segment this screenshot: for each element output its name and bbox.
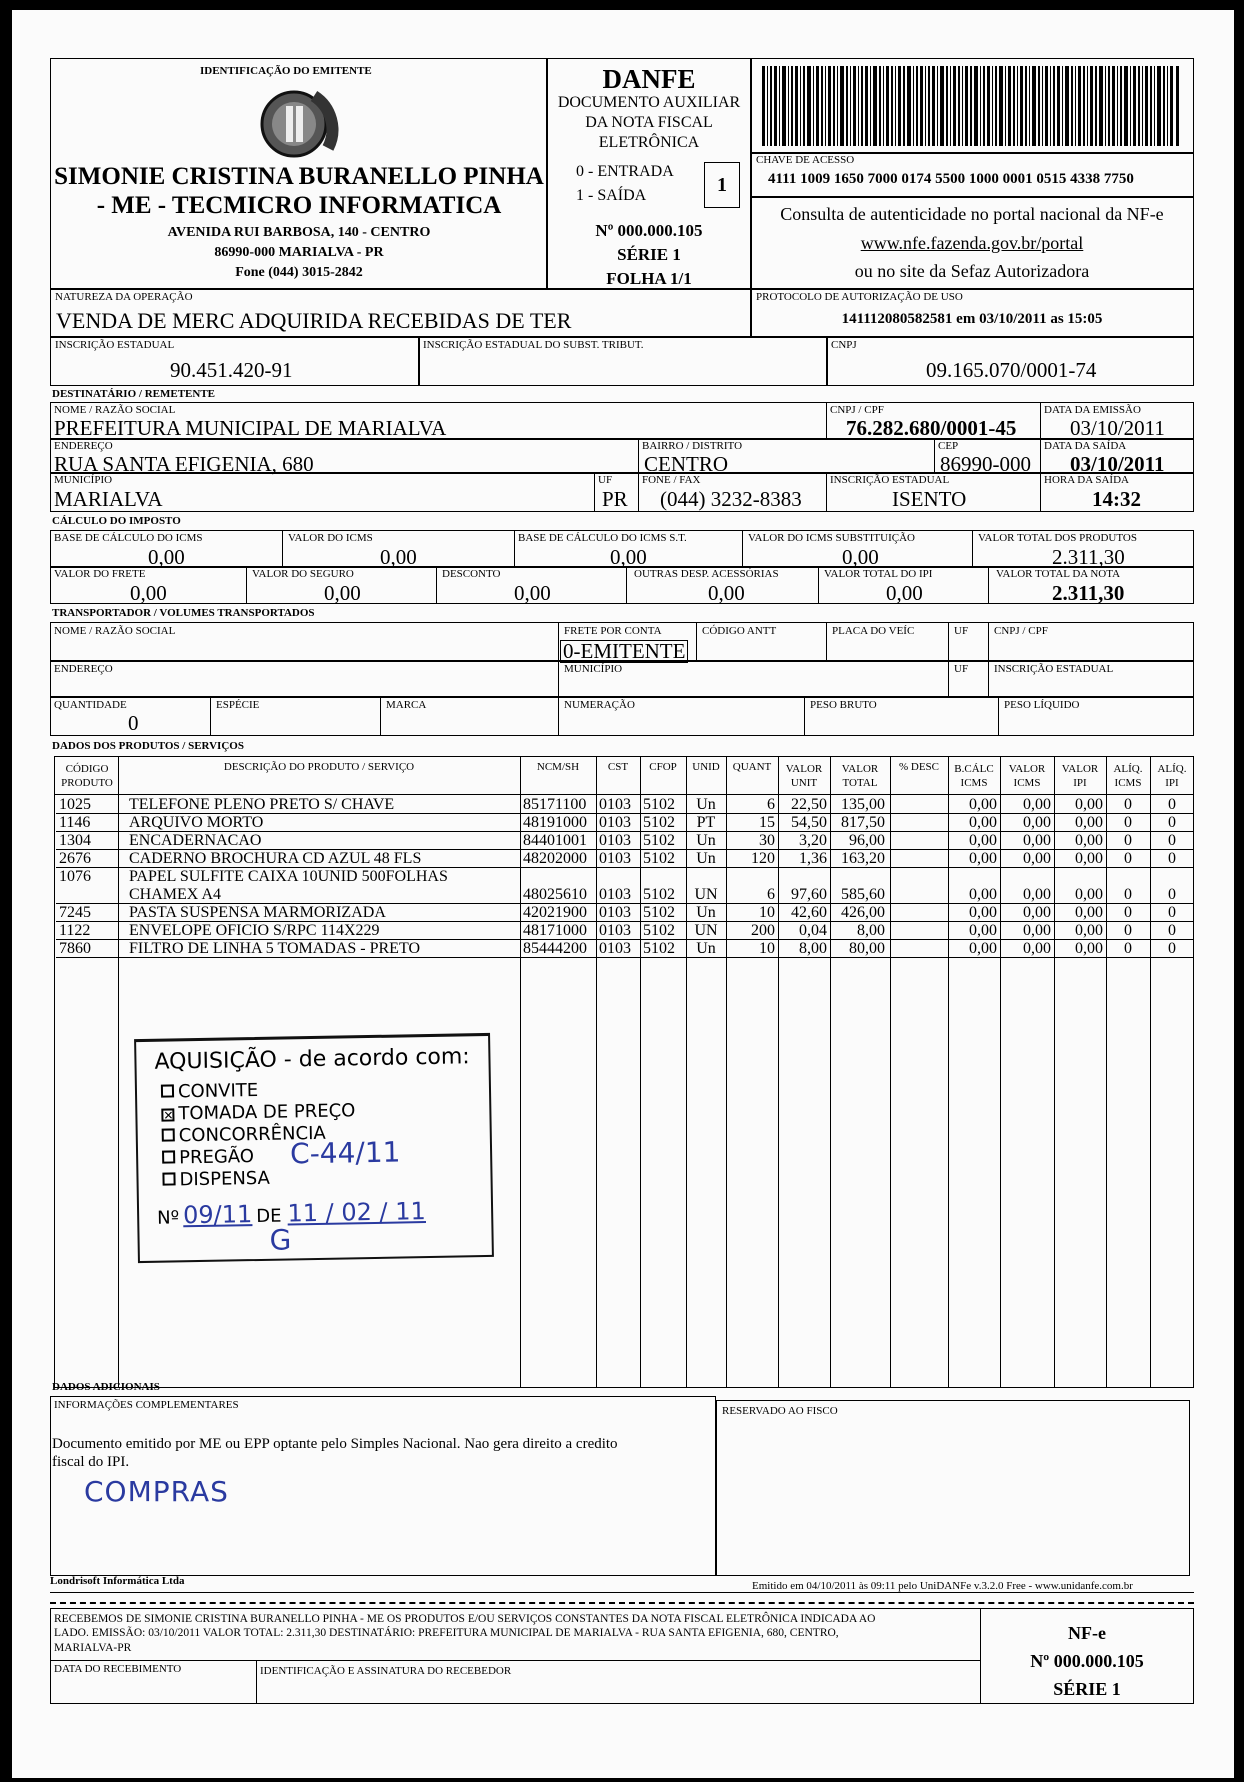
info-text-1: Documento emitido por ME ou EPP optante pelo Simples Nacional. Nao gera direito a credito: [52, 1436, 618, 1452]
col-vunit: VALOR UNIT: [785, 763, 823, 789]
frete-label: VALOR DO FRETE: [54, 568, 146, 580]
cell-4-4: 5102: [643, 886, 675, 903]
dest-cnpj-label: CNPJ / CPF: [830, 404, 884, 416]
cell-1-5: PT: [696, 814, 716, 831]
transp-frete: 0-EMITENTE: [560, 640, 688, 663]
footer-software: Londrisoft Informática Ltda: [50, 1575, 185, 1587]
transp-placa-label: PLACA DO VEÍC: [832, 625, 915, 637]
protocolo-label: PROTOCOLO DE AUTORIZAÇÃO DE USO: [756, 291, 963, 303]
cell-5-6: 10: [759, 904, 775, 921]
dest-emissao-label: DATA DA EMISSÃO: [1044, 404, 1141, 416]
cell-0-7: 22,50: [791, 796, 827, 813]
frete-value: 0,00: [130, 581, 167, 605]
cell-6-11: 0,00: [1023, 922, 1051, 939]
col-aipi: ALÍQ. IPI: [1157, 763, 1187, 789]
dest-endereco: RUA SANTA EFIGENIA, 680: [54, 452, 314, 476]
desconto-label: DESCONTO: [442, 568, 501, 580]
natureza-value: VENDA DE MERC ADQUIRIDA RECEBIDAS DE TER: [56, 308, 572, 333]
cell-2-7: 3,20: [799, 832, 827, 849]
v-prod-label: VALOR TOTAL DOS PRODUTOS: [978, 532, 1137, 544]
dest-endereco-label: ENDEREÇO: [54, 440, 113, 452]
cell-7-12: 0,00: [1075, 940, 1103, 957]
cnpj-value: 09.165.070/0001-74: [926, 358, 1097, 382]
cell-4-14: 0: [1168, 886, 1176, 903]
cell-7-4: 5102: [643, 940, 675, 957]
cell-4-desc2: CHAMEX A4: [129, 886, 222, 903]
dest-emissao: 03/10/2011: [1070, 416, 1165, 440]
dest-cep: 86990-000: [940, 452, 1031, 476]
cell-2-0: 1304: [59, 832, 91, 849]
transp-endereco-label: ENDEREÇO: [54, 663, 113, 675]
danfe-serie: SÉRIE 1: [617, 245, 681, 264]
col-descricao: DESCRIÇÃO DO PRODUTO / SERVIÇO: [223, 761, 415, 773]
dest-nome-label: NOME / RAZÃO SOCIAL: [54, 404, 176, 416]
danfe-subtitle-2: DA NOTA FISCAL: [585, 114, 713, 131]
col-vicms: VALOR ICMS: [1008, 763, 1046, 789]
cell-1-3: 0103: [599, 814, 631, 831]
dest-saida: 03/10/2011: [1070, 452, 1165, 476]
cell-2-10: 0,00: [969, 832, 997, 849]
nota-value: 2.311,30: [1052, 581, 1125, 605]
company-logo: [258, 88, 346, 164]
cell-2-3: 0103: [599, 832, 631, 849]
cell-2-4: 5102: [643, 832, 675, 849]
cell-5-8: 426,00: [841, 904, 885, 921]
cell-7-5: Un: [696, 940, 716, 957]
consulta-text-2: ou no site da Sefaz Autorizadora: [854, 261, 1090, 281]
cell-6-0: 1122: [59, 922, 91, 939]
canhoto-ident-label: IDENTIFICAÇÃO E ASSINATURA DO RECEBEDOR: [260, 1665, 512, 1677]
cell-0-14: 0: [1168, 796, 1176, 813]
dest-nome: PREFEITURA MUNICIPAL DE MARIALVA: [54, 416, 447, 440]
v-icms: 0,00: [380, 545, 417, 569]
dest-ie-label: INSCRIÇÃO ESTADUAL: [830, 474, 950, 486]
danfe-numero: Nº 000.000.105: [595, 221, 703, 240]
cell-0-11: 0,00: [1023, 796, 1051, 813]
cell-7-2: 85444200: [523, 940, 587, 957]
cell-3-10: 0,00: [969, 850, 997, 867]
seguro-value: 0,00: [324, 581, 361, 605]
stamp-opt-convite: CONVITE: [161, 1080, 259, 1103]
cell-5-4: 5102: [643, 904, 675, 921]
cell-0-0: 1025: [59, 796, 91, 813]
cell-4-5: UN: [694, 886, 718, 903]
cell-4-2: 48025610: [523, 886, 587, 903]
cell-0-10: 0,00: [969, 796, 997, 813]
cell-4-3: 0103: [599, 886, 631, 903]
cell-6-2: 48171000: [523, 922, 587, 939]
cell-5-1: PASTA SUSPENSA MARMORIZADA: [129, 904, 386, 921]
cell-1-12: 0,00: [1075, 814, 1103, 831]
dest-bairro-label: BAIRRO / DISTRITO: [642, 440, 743, 452]
canhoto-numero: Nº 000.000.105: [1030, 1651, 1144, 1671]
transp-antt-label: CÓDIGO ANTT: [702, 625, 777, 637]
cell-0-13: 0: [1124, 796, 1132, 813]
col-unid: UNID: [692, 761, 720, 773]
cell-1-0: 1146: [59, 814, 91, 831]
dest-fone-label: FONE / FAX: [642, 474, 701, 486]
produtos-section-label: DADOS DOS PRODUTOS / SERVIÇOS: [52, 740, 244, 752]
destinatario-section-label: DESTINATÁRIO / REMETENTE: [52, 388, 215, 400]
cell-4-6: 6: [767, 886, 775, 903]
cell-1-11: 0,00: [1023, 814, 1051, 831]
danfe-entrada: 0 - ENTRADA: [576, 163, 674, 180]
protocolo-value: 141112080582581 em 03/10/2011 as 15:05: [841, 311, 1103, 327]
cell-0-3: 0103: [599, 796, 631, 813]
col-vipi: VALOR IPI: [1061, 763, 1099, 789]
bc-st: 0,00: [610, 545, 647, 569]
imposto-section-label: CÁLCULO DO IMPOSTO: [52, 515, 181, 527]
fisco-box: [716, 1400, 1190, 1576]
cell-7-14: 0: [1168, 940, 1176, 957]
emitente-section-label: IDENTIFICAÇÃO DO EMITENTE: [200, 65, 372, 77]
bc-st-label: BASE DE CÁLCULO DO ICMS S.T.: [518, 532, 687, 544]
dest-fone: (044) 3232-8383: [660, 487, 802, 511]
cell-6-10: 0,00: [969, 922, 997, 939]
cell-7-7: 8,00: [799, 940, 827, 957]
col-desc: % DESC: [898, 761, 940, 773]
stamp-title: AQUISIÇÃO - de acordo com:: [154, 1044, 470, 1075]
dest-bairro: CENTRO: [644, 452, 728, 476]
access-key-barcode: [762, 66, 1182, 146]
cell-5-13: 0: [1124, 904, 1132, 921]
cell-7-0: 7860: [59, 940, 91, 957]
cell-2-14: 0: [1168, 832, 1176, 849]
canhoto-text-3: MARIALVA-PR: [54, 1642, 132, 1654]
cell-6-5: UN: [694, 922, 718, 939]
transporte-section-label: TRANSPORTADOR / VOLUMES TRANSPORTADOS: [52, 607, 315, 619]
ie-value: 90.451.420-91: [170, 358, 293, 382]
cell-2-12: 0,00: [1075, 832, 1103, 849]
cell-6-13: 0: [1124, 922, 1132, 939]
cell-1-10: 0,00: [969, 814, 997, 831]
cell-3-11: 0,00: [1023, 850, 1051, 867]
row-separator: [56, 957, 1194, 958]
outras-label: OUTRAS DESP. ACESSÓRIAS: [634, 568, 779, 580]
cell-7-13: 0: [1124, 940, 1132, 957]
transp-bruto-label: PESO BRUTO: [810, 699, 877, 711]
info-label: INFORMAÇÕES COMPLEMENTARES: [54, 1399, 239, 1411]
cell-4-8: 585,60: [841, 886, 885, 903]
chave-label: CHAVE DE ACESSO: [756, 154, 855, 166]
dest-uf-label: UF: [598, 474, 613, 486]
cell-1-8: 817,50: [841, 814, 885, 831]
cell-3-4: 5102: [643, 850, 675, 867]
cell-7-11: 0,00: [1023, 940, 1051, 957]
cell-1-4: 5102: [643, 814, 675, 831]
stamp-opt-pregao: PREGÃO: [162, 1146, 254, 1169]
cell-6-14: 0: [1168, 922, 1176, 939]
transp-municipio-label: MUNICÍPIO: [564, 663, 623, 675]
col-vtotal: VALOR TOTAL: [841, 763, 879, 789]
dest-saida-label: DATA DA SAÍDA: [1044, 440, 1127, 452]
cell-2-1: ENCADERNACAO: [129, 832, 262, 849]
cell-7-6: 10: [759, 940, 775, 957]
transp-frete-label: FRETE POR CONTA: [564, 625, 662, 637]
transp-cnpj-label: CNPJ / CPF: [994, 625, 1048, 637]
cell-1-14: 0: [1168, 814, 1176, 831]
col-cfop: CFOP: [649, 761, 677, 773]
cell-1-2: 48191000: [523, 814, 587, 831]
dest-municipio: MARIALVA: [54, 487, 163, 511]
ipi-label: VALOR TOTAL DO IPI: [824, 568, 933, 580]
cell-3-6: 120: [751, 850, 775, 867]
cell-3-14: 0: [1168, 850, 1176, 867]
cell-4-13: 0: [1124, 886, 1132, 903]
dest-hora-label: HORA DA SAÍDA: [1044, 474, 1129, 486]
cell-6-8: 8,00: [857, 922, 885, 939]
nota-label: VALOR TOTAL DA NOTA: [996, 568, 1121, 580]
bc-icms-label: BASE DE CÁLCULO DO ICMS: [54, 532, 203, 544]
cell-3-0: 2676: [59, 850, 91, 867]
transp-uf2-label: UF: [954, 663, 969, 675]
transp-qtd-label: QUANTIDADE: [54, 699, 127, 711]
outras-value: 0,00: [708, 581, 745, 605]
cell-6-12: 0,00: [1075, 922, 1103, 939]
cell-1-7: 54,50: [791, 814, 827, 831]
transp-nome-label: NOME / RAZÃO SOCIAL: [54, 625, 176, 637]
transp-numeracao-label: NUMERAÇÃO: [564, 699, 635, 711]
cell-4-11: 0,00: [1023, 886, 1051, 903]
chave-value: 4111 1009 1650 7000 0174 5500 1000 0001 0515 4338 7750: [768, 171, 1134, 187]
transp-uf-label: UF: [954, 625, 969, 637]
v-st-label: VALOR DO ICMS SUBSTITUIÇÃO: [748, 532, 915, 544]
col-ncm: NCM/SH: [536, 761, 580, 773]
desconto-value: 0,00: [514, 581, 551, 605]
col-bcicms: B.CÁLC ICMS: [954, 763, 994, 789]
cell-7-8: 80,00: [849, 940, 885, 957]
cell-7-3: 0103: [599, 940, 631, 957]
v-st: 0,00: [842, 545, 879, 569]
footer-emitido: Emitido em 04/10/2011 às 09:11 pelo UniDANFe v.3.2.0 Free - www.unidanfe.com.br: [752, 1580, 1133, 1592]
consulta-text-1: Consulta de autenticidade no portal nacional da NF-e: [780, 204, 1164, 224]
cnpj-label: CNPJ: [831, 339, 857, 351]
info-text-2: fiscal do IPI.: [52, 1454, 130, 1470]
emitente-name-line2: - ME - TECMICRO INFORMATICA: [96, 192, 502, 219]
ie-label: INSCRIÇÃO ESTADUAL: [55, 339, 175, 351]
v-icms-label: VALOR DO ICMS: [288, 532, 373, 544]
hand-note: COMPRAS: [84, 1475, 229, 1508]
acquisition-stamp: [134, 1033, 494, 1263]
danfe-subtitle-1: DOCUMENTO AUXILIAR: [557, 94, 741, 111]
cell-4-7: 97,60: [791, 886, 827, 903]
dest-hora: 14:32: [1092, 487, 1141, 511]
canhoto-text-2: LADO. EMISSÃO: 03/10/2011 VALOR TOTAL: 2.311,30 DESTINATÁRIO: PREFEITURA MUNICIPAL DE MARIALVA - RUA SANTA EFIGENIA, 680, CENTRO,: [54, 1627, 839, 1639]
cell-1-1: ARQUIVO MORTO: [129, 814, 264, 831]
cell-6-7: 0,04: [799, 922, 827, 939]
cell-5-0: 7245: [59, 904, 91, 921]
bc-icms: 0,00: [148, 545, 185, 569]
col-aicms: ALÍQ. ICMS: [1113, 763, 1143, 789]
stamp-opt-dispensa: DISPENSA: [162, 1168, 270, 1191]
transp-liquido-label: PESO LÍQUIDO: [1004, 699, 1080, 711]
danfe-folha: FOLHA 1/1: [606, 269, 692, 288]
fisco-label: RESERVADO AO FISCO: [722, 1405, 838, 1417]
cell-5-14: 0: [1168, 904, 1176, 921]
cell-5-3: 0103: [599, 904, 631, 921]
cell-3-7: 1,36: [799, 850, 827, 867]
cell-2-2: 84401001: [523, 832, 587, 849]
transp-ie-label: INSCRIÇÃO ESTADUAL: [994, 663, 1114, 675]
cell-2-6: 30: [759, 832, 775, 849]
cell-1-6: 15: [759, 814, 775, 831]
transp-qtd: 0: [128, 711, 139, 735]
stamp-opt-concorrencia: CONCORRÊNCIA: [162, 1123, 326, 1147]
adicionais-section-label: DADOS ADICIONAIS: [52, 1381, 160, 1393]
cell-6-1: ENVELOPE OFICIO S/RPC 114X229: [129, 922, 380, 939]
cell-4-10: 0,00: [969, 886, 997, 903]
cell-5-2: 42021900: [523, 904, 587, 921]
cell-5-12: 0,00: [1075, 904, 1103, 921]
seguro-label: VALOR DO SEGURO: [252, 568, 354, 580]
dest-ie: ISENTO: [892, 487, 967, 511]
cell-0-4: 5102: [643, 796, 675, 813]
cell-4-1: PAPEL SULFITE CAIXA 10UNID 500FOLHAS: [129, 868, 448, 885]
emitente-address: AVENIDA RUI BARBOSA, 140 - CENTRO: [167, 225, 431, 240]
cell-7-1: FILTRO DE LINHA 5 TOMADAS - PRETO: [129, 940, 420, 957]
dest-uf: PR: [602, 487, 628, 511]
col-quant: QUANT: [732, 761, 772, 773]
cell-6-3: 0103: [599, 922, 631, 939]
cell-1-13: 0: [1124, 814, 1132, 831]
transp-marca-label: MARCA: [386, 699, 427, 711]
cell-5-11: 0,00: [1023, 904, 1051, 921]
canhoto-text-1: RECEBEMOS DE SIMONIE CRISTINA BURANELLO PINHA - ME OS PRODUTOS E/OU SERVIÇOS CONSTANTES DA NOTA FISCAL ELETRÔNICA INDICADA AO: [54, 1613, 876, 1625]
cell-0-12: 0,00: [1075, 796, 1103, 813]
canhoto-nfe: NF-e: [1068, 1623, 1106, 1643]
cell-6-4: 5102: [643, 922, 675, 939]
iest-label: INSCRIÇÃO ESTADUAL DO SUBST. TRIBUT.: [423, 339, 644, 351]
canhoto-serie: SÉRIE 1: [1053, 1679, 1121, 1699]
cell-5-5: Un: [696, 904, 716, 921]
emitente-phone: Fone (044) 3015-2842: [235, 265, 363, 280]
cell-3-13: 0: [1124, 850, 1132, 867]
dest-municipio-label: MUNICÍPIO: [54, 474, 113, 486]
stamp-hand-ref: C-44/11: [289, 1135, 401, 1171]
cell-3-2: 48202000: [523, 850, 587, 867]
cell-7-10: 0,00: [969, 940, 997, 957]
cell-2-8: 96,00: [849, 832, 885, 849]
cell-6-6: 200: [751, 922, 775, 939]
ipi-value: 0,00: [886, 581, 923, 605]
cell-3-5: Un: [696, 850, 716, 867]
cell-3-3: 0103: [599, 850, 631, 867]
transp-especie-label: ESPÉCIE: [216, 699, 260, 711]
cut-line: [50, 1602, 1194, 1604]
consulta-url[interactable]: www.nfe.fazenda.gov.br/portal: [860, 233, 1084, 253]
col-codigo: CÓDIGO PRODUTO: [61, 763, 113, 789]
cell-0-5: Un: [696, 796, 716, 813]
cell-0-8: 135,00: [841, 796, 885, 813]
dest-cep-label: CEP: [938, 440, 959, 452]
emitente-name-line1: SIMONIE CRISTINA BURANELLO PINHA: [54, 163, 544, 190]
cell-3-8: 163,20: [841, 850, 885, 867]
danfe-title: DANFE: [602, 64, 696, 94]
cell-0-2: 85171100: [523, 796, 587, 813]
stamp-signature: G: [269, 1223, 292, 1257]
cell-2-5: Un: [696, 832, 716, 849]
cell-3-1: CADERNO BROCHURA CD AZUL 48 FLS: [129, 850, 422, 867]
canhoto-data-label: DATA DO RECEBIMENTO: [54, 1663, 182, 1675]
natureza-label: NATUREZA DA OPERAÇÃO: [55, 291, 193, 303]
danfe-saida: 1 - SAÍDA: [576, 187, 647, 204]
cell-0-1: TELEFONE PLENO PRETO S/ CHAVE: [129, 796, 395, 813]
danfe-subtitle-3: ELETRÔNICA: [598, 134, 700, 151]
cell-4-0: 1076: [59, 868, 91, 885]
stamp-numero: Nº 09/11 DE 11 / 02 / 11: [157, 1197, 427, 1230]
v-prod: 2.311,30: [1052, 545, 1125, 569]
emitente-city: 86990-000 MARIALVA - PR: [214, 245, 384, 260]
dest-cnpj: 76.282.680/0001-45: [846, 416, 1017, 440]
stamp-opt-tomada: ✕ TOMADA DE PREÇO: [163, 1100, 356, 1125]
cell-5-10: 0,00: [969, 904, 997, 921]
col-cst: CST: [607, 761, 629, 773]
cell-5-7: 42,60: [791, 904, 827, 921]
danfe-tipo: 1: [717, 174, 727, 196]
cell-3-12: 0,00: [1075, 850, 1103, 867]
cell-2-13: 0: [1124, 832, 1132, 849]
cell-0-6: 6: [767, 796, 775, 813]
cell-2-11: 0,00: [1023, 832, 1051, 849]
cell-4-12: 0,00: [1075, 886, 1103, 903]
